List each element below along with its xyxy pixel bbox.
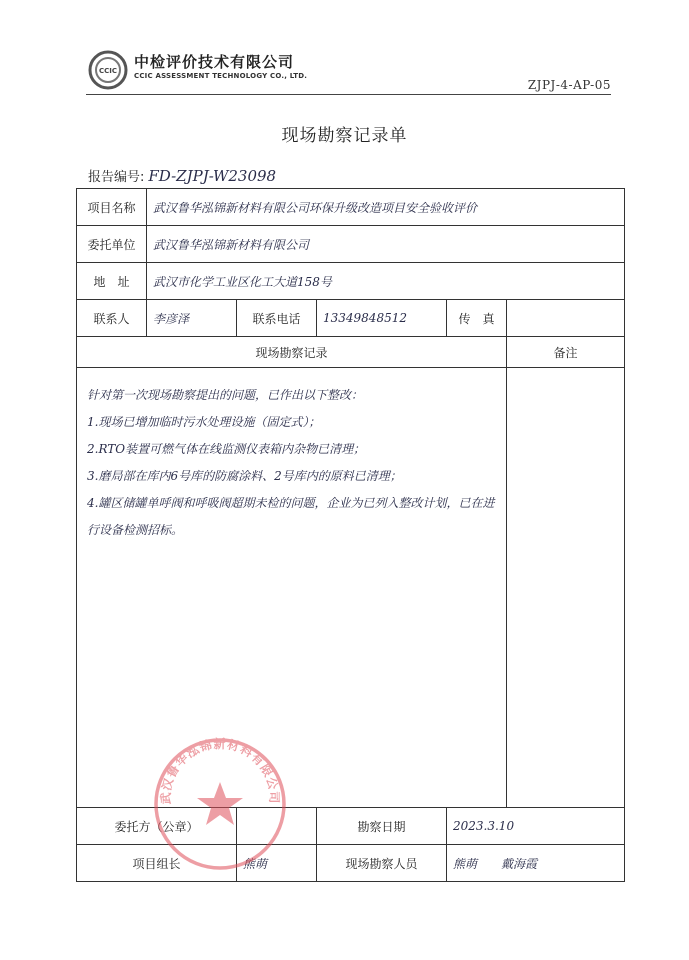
header-divider <box>86 94 611 95</box>
record-line: 2.RTO装置可燃气体在线监测仪表箱内杂物已清理； <box>87 442 366 456</box>
contact-value: 李彦泽 <box>147 300 237 337</box>
phone-value: 13349848512 <box>317 300 447 337</box>
company-seal <box>150 734 290 874</box>
address-row <box>77 263 625 300</box>
record-line: 3.磨局部在库内6号库的防腐涂料、2号库内的原料已清理； <box>87 469 402 483</box>
records-header: 现场勘察记录 <box>77 337 507 368</box>
phone-label: 联系电话 <box>237 300 317 337</box>
client-value: 武汉鲁华泓锦新材料有限公司 <box>147 226 625 263</box>
remarks-content <box>507 368 625 808</box>
client-seal-label: 委托方（公章） <box>77 808 237 845</box>
record-line: 1.现场已增加临时污水处理设施（固定式）； <box>87 415 321 429</box>
fax-label: 传 真 <box>447 300 507 337</box>
record-line: 针对第一次现场勘察提出的问题，已作出以下整改： <box>87 388 364 402</box>
team-leader-label: 项目组长 <box>77 845 237 882</box>
remarks-header: 备注 <box>507 337 625 368</box>
company-name-cn: 中检评价技术有限公司 <box>134 53 295 71</box>
seal-star <box>197 782 243 825</box>
report-number <box>88 166 276 185</box>
project-row <box>77 189 625 226</box>
client-label: 委托单位 <box>77 226 147 263</box>
fax-value <box>507 300 625 337</box>
address-value: 武汉市化学工业区化工大道158号 <box>147 263 625 300</box>
records-header-row <box>77 337 625 368</box>
contact-row <box>77 300 625 337</box>
contact-label: 联系人 <box>77 300 147 337</box>
survey-date-value: 2023.3.10 <box>447 808 625 845</box>
survey-date-label: 勘察日期 <box>317 808 447 845</box>
company-logo <box>88 50 128 90</box>
company-name-en: CCIC ASSESSMENT TECHNOLOGY CO., LTD. <box>134 72 308 80</box>
address-label: 地 址 <box>77 263 147 300</box>
report-number-label: 报告编号: <box>88 170 145 185</box>
record-line: 4.罐区储罐单呼阀和呼吸阀超期未检的问题，企业为已列入整改计划，已在进行设备检测招标。 <box>87 496 495 537</box>
records-content <box>77 368 507 808</box>
surveyors-signature: 熊萌 戴海霞 <box>447 845 625 882</box>
team-leader-signature: 熊萌 <box>237 845 317 882</box>
project-value: 武汉鲁华泓锦新材料有限公司环保升级改造项目安全验收评价 <box>147 189 625 226</box>
client-row <box>77 226 625 263</box>
project-label: 项目名称 <box>77 189 147 226</box>
surveyors-label: 现场勘察人员 <box>317 845 447 882</box>
document-code: ZJPJ-4-AP-05 <box>527 78 611 92</box>
report-number-value: FD-ZJPJ-W23098 <box>148 167 277 185</box>
logo-text: CCIC <box>98 67 118 75</box>
page-title: 现场勘察记录单 <box>281 126 408 146</box>
seal-text: 武汉鲁华泓锦新材料有限公司 <box>158 737 282 805</box>
